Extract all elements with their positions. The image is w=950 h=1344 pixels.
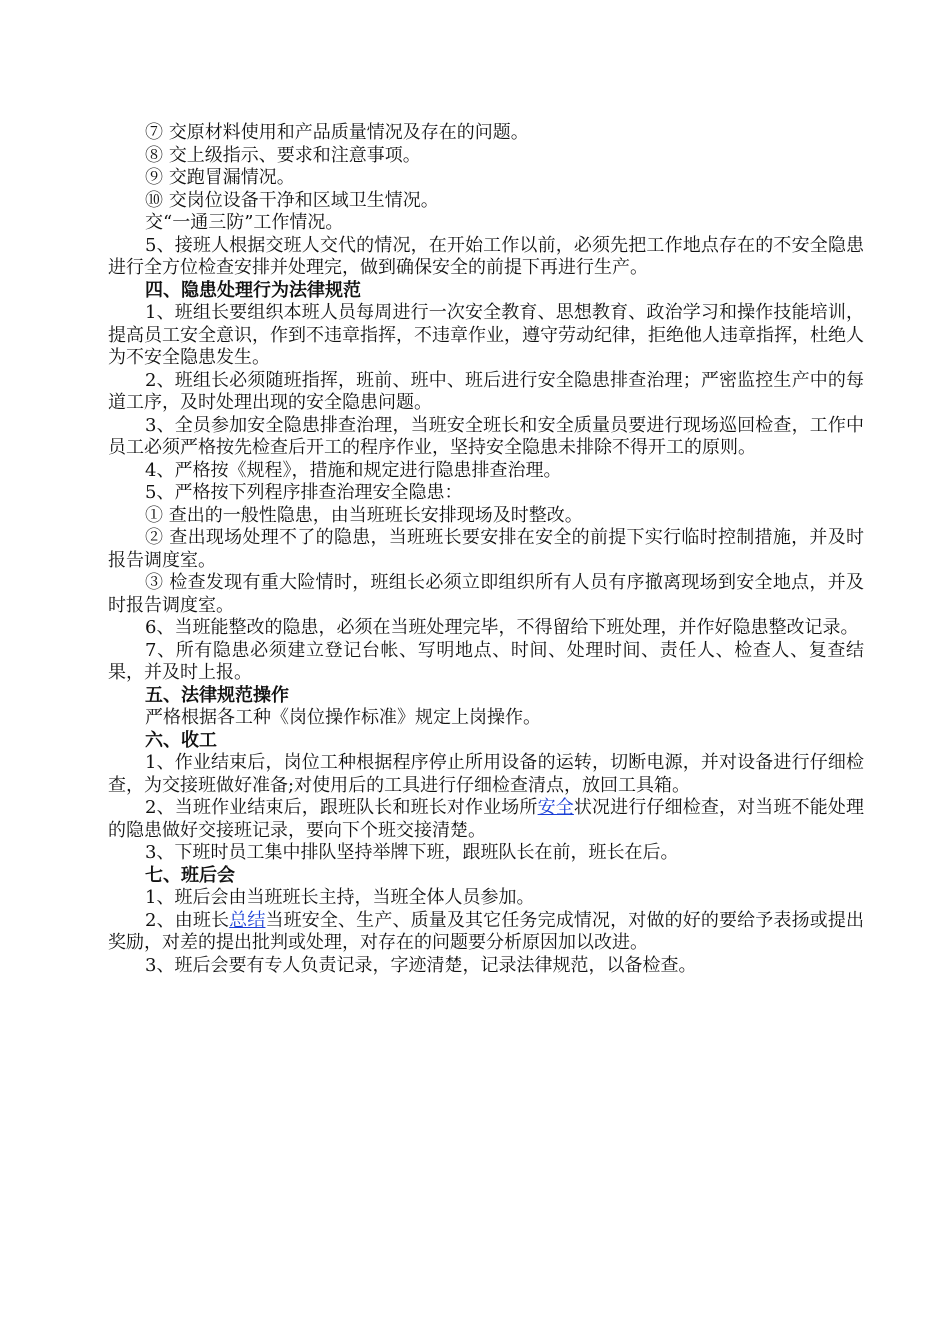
paragraph: 1、班组长要组织本班人员每周进行一次安全教育、思想教育、政治学习和操作技能培训，提高员工安全意识，作到不违章指挥，不违章作业，遵守劳动纪律，拒绝他人违章指挥，杜绝人为不安全隐患发生。 bbox=[108, 302, 864, 368]
paragraph bbox=[108, 797, 864, 842]
paragraph: 7、所有隐患必须建立登记台帐、写明地点、时间、处理时间、责任人、检查人、复查结果，并及时上报。 bbox=[108, 639, 864, 683]
paragraph: 3、全员参加安全隐患排查治理，当班安全班长和安全质量员要进行现场巡回检查，工作中员工必须严格按先检查后开工的程序作业，坚持安全隐患未排除不得开工的原则。 bbox=[108, 414, 864, 458]
paragraph bbox=[108, 910, 864, 955]
section-heading: 七、班后会 bbox=[145, 864, 235, 886]
section-heading: 六、收工 bbox=[145, 729, 217, 751]
paragraph: ⑧ 交上级指示、要求和注意事项。 bbox=[145, 144, 421, 166]
paragraph: 2、班组长必须随班指挥，班前、班中、班后进行安全隐患排查治理；严密监控生产中的每道工序，及时处理出现的安全隐患问题。 bbox=[108, 369, 864, 413]
paragraph: ⑩ 交岗位设备干净和区域卫生情况。 bbox=[145, 189, 439, 211]
paragraph: 5、严格按下列程序排查治理安全隐患： bbox=[145, 482, 463, 503]
paragraph: ⑨ 交跑冒漏情况。 bbox=[145, 167, 295, 188]
paragraph-text: 2、由班长 bbox=[145, 909, 230, 931]
paragraph: 3、班后会要有专人负责记录，字迹清楚，记录法律规范，以备检查。 bbox=[145, 954, 697, 976]
paragraph: 1、班后会由当班班长主持，当班全体人员参加。 bbox=[145, 887, 535, 908]
section-heading: 四、隐患处理行为法律规范 bbox=[145, 279, 361, 301]
paragraph: 交“一通三防”工作情况。 bbox=[145, 212, 344, 233]
document-page bbox=[108, 122, 864, 977]
list-item: ① 查出的一般性隐患，由当班班长安排现场及时整改。 bbox=[145, 504, 583, 526]
paragraph: 严格根据各工种《岗位操作标准》规定上岗操作。 bbox=[145, 707, 541, 728]
paragraph-text: 2、当班作业结束后，跟班队长和班长对作业场所 bbox=[145, 797, 538, 818]
paragraph-text: 当班安全、生产、质量及其它任务完成情况，对做的好的要给予表扬或提出奖励，对差的提出批判或处理，对存在的问题要分析原因加以改进。 bbox=[108, 909, 865, 953]
summary-link[interactable]: 总结 bbox=[229, 909, 266, 931]
list-item: ③ 检查发现有重大险情时，班组长必须立即组织所有人员有序撤离现场到安全地点，并及时报告调度室。 bbox=[108, 572, 864, 616]
paragraph: 4、严格按《规程》，措施和规定进行隐患排查治理。 bbox=[145, 459, 562, 481]
paragraph: ⑦ 交原材料使用和产品质量情况及存在的问题。 bbox=[145, 122, 529, 143]
paragraph: 5、接班人根据交班人交代的情况，在开始工作以前，必须先把工作地点存在的不安全隐患进行全方位检查安排并处理完，做到确保安全的前提下再进行生产。 bbox=[108, 234, 864, 278]
paragraph: 6、当班能整改的隐患，必须在当班处理完毕，不得留给下班处理，并作好隐患整改记录。 bbox=[145, 617, 859, 638]
section-heading: 五、法律规范操作 bbox=[145, 684, 289, 706]
safety-link[interactable]: 安全 bbox=[537, 797, 574, 818]
paragraph-text: 状况进行仔细检查，对当班不能处理的隐患做好交接班记录，要向下个班交接清楚。 bbox=[108, 797, 865, 841]
list-item: ② 查出现场处理不了的隐患，当班班长要安排在安全的前提下实行临时控制措施，并及时报告调度室。 bbox=[108, 527, 864, 571]
paragraph: 1、作业结束后，岗位工种根据程序停止所用设备的运转，切断电源，并对设备进行仔细检查，为交接班做好准备;对使用后的工具进行仔细检查清点，放回工具箱。 bbox=[108, 752, 864, 796]
paragraph: 3、下班时员工集中排队坚持举牌下班，跟班队长在前，班长在后。 bbox=[145, 842, 679, 863]
